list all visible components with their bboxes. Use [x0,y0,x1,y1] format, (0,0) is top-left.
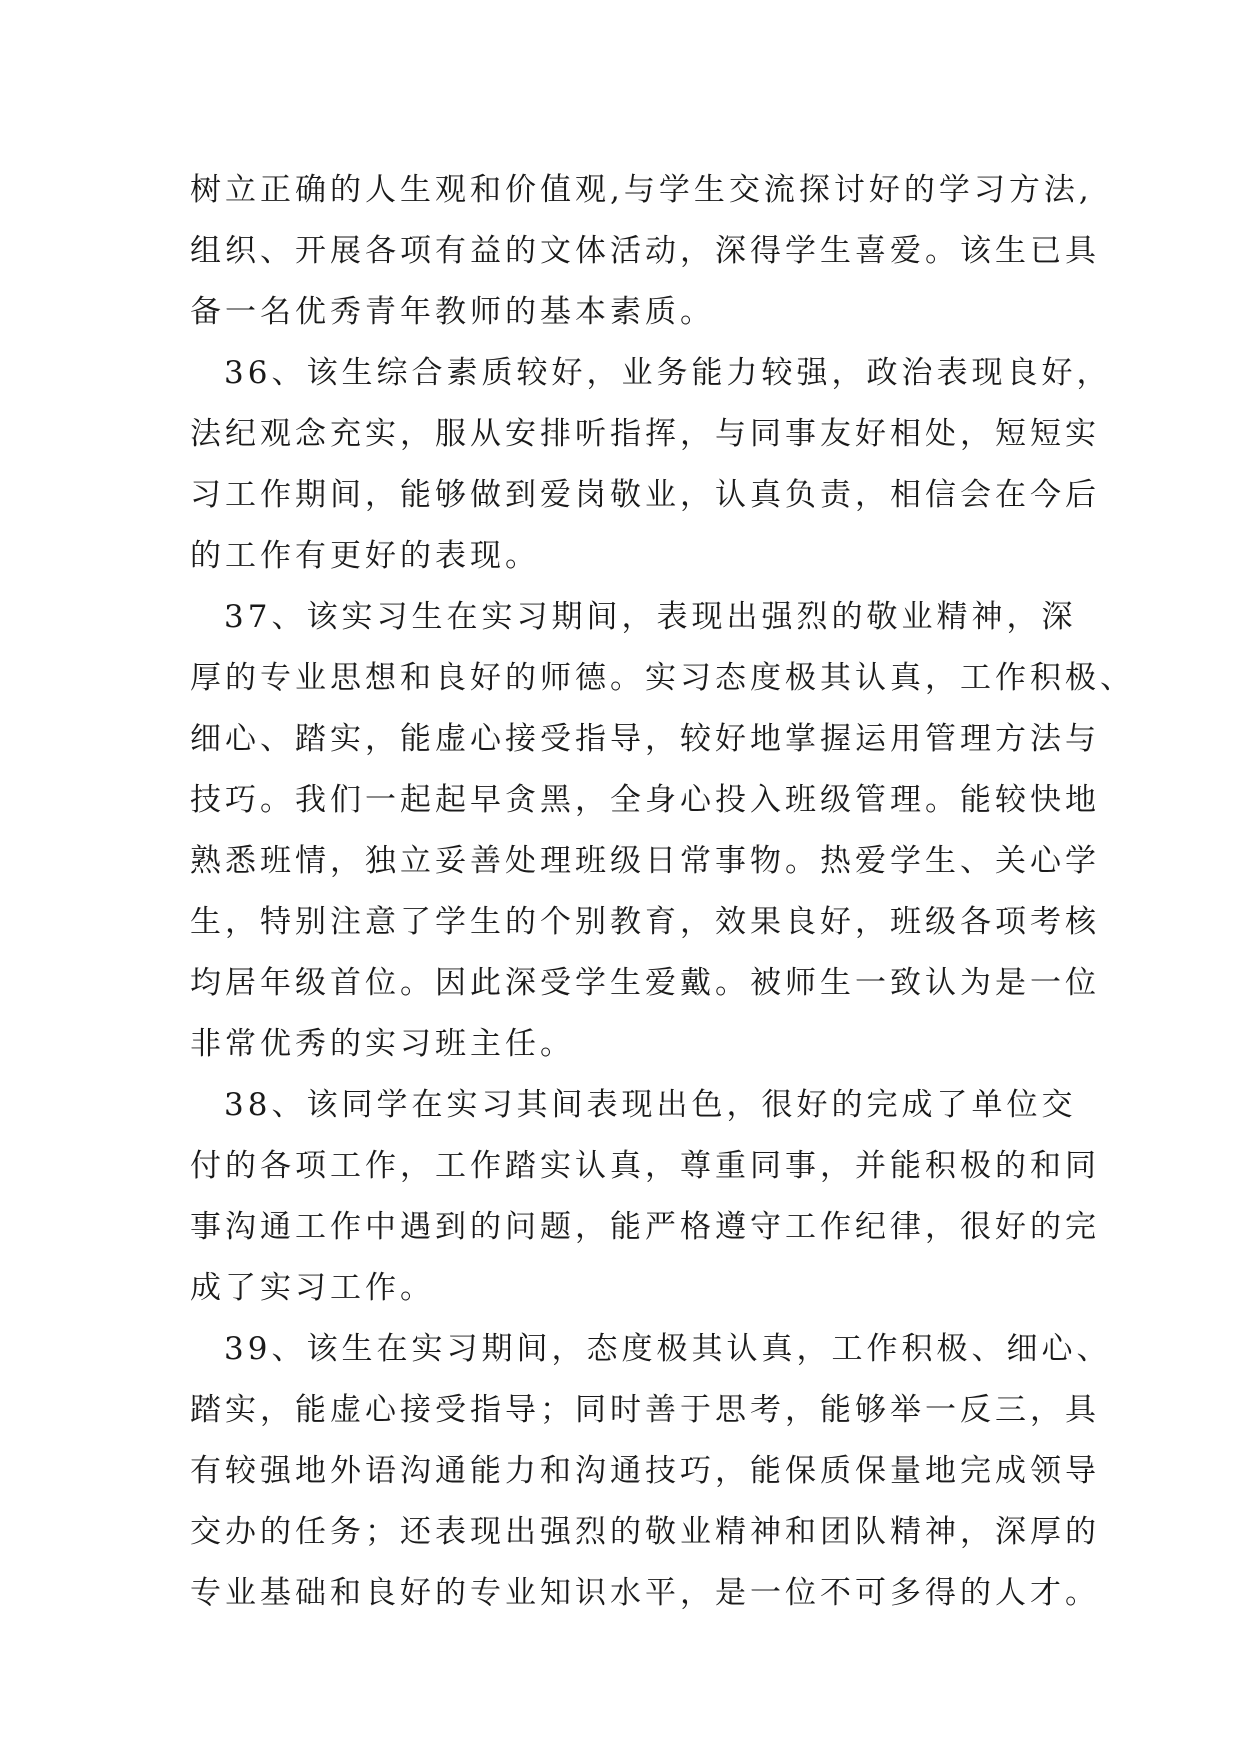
paragraph [190,343,1112,587]
text-line: 生，特别注意了学生的个别教育，效果良好，班级各项考核 [190,904,1100,940]
document-body [190,160,1135,1624]
text-line: 成了实习工作。 [190,1270,435,1306]
text-line: 备一名优秀青年教师的基本素质。 [190,294,715,330]
paragraph [190,1075,1100,1319]
text-line: 交办的任务；还表现出强烈的敬业精神和团队精神，深厚的 [190,1514,1100,1550]
paragraph [190,1319,1112,1624]
text-line: 组织、开展各项有益的文体活动，深得学生喜爱。该生已具 [190,233,1100,269]
text-line: 事沟通工作中遇到的问题，能严格遵守工作纪律，很好的完 [190,1209,1100,1245]
text-line: 习工作期间，能够做到爱岗敬业，认真负责，相信会在今后 [190,477,1100,513]
text-line: 36、该生综合素质较好，业务能力较强，政治表现良好， [224,355,1112,391]
text-line: 技巧。我们一起起早贪黑，全身心投入班级管理。能较快地 [190,782,1100,818]
text-line: 有较强地外语沟通能力和沟通技巧，能保质保量地完成领导 [190,1453,1100,1489]
text-line: 专业基础和良好的专业知识水平，是一位不可多得的人才。 [190,1575,1100,1611]
text-line: 39、该生在实习期间，态度极其认真，工作积极、细心、 [224,1331,1112,1367]
text-line: 厚的专业思想和良好的师德。实习态度极其认真，工作积极、 [190,660,1135,696]
text-line: 熟悉班情，独立妥善处理班级日常事物。热爱学生、关心学 [190,843,1100,879]
text-line: 付的各项工作，工作踏实认真，尊重同事，并能积极的和同 [190,1148,1100,1184]
text-line: 38、该同学在实习其间表现出色，很好的完成了单位交 [224,1087,1077,1123]
text-line: 均居年级首位。因此深受学生爱戴。被师生一致认为是一位 [190,965,1100,1001]
paragraph [190,160,1100,343]
text-line: 细心、踏实，能虚心接受指导，较好地掌握运用管理方法与 [190,721,1100,757]
paragraph [190,587,1135,1075]
text-line: 树立正确的人生观和价值观,与学生交流探讨好的学习方法, [190,172,1093,208]
text-line: 的工作有更好的表现。 [190,538,540,574]
text-line: 非常优秀的实习班主任。 [190,1026,575,1062]
text-line: 37、该实习生在实习期间，表现出强烈的敬业精神，深 [224,599,1077,635]
text-line: 法纪观念充实，服从安排听指挥，与同事友好相处，短短实 [190,416,1100,452]
text-line: 踏实，能虚心接受指导；同时善于思考，能够举一反三，具 [190,1392,1100,1428]
